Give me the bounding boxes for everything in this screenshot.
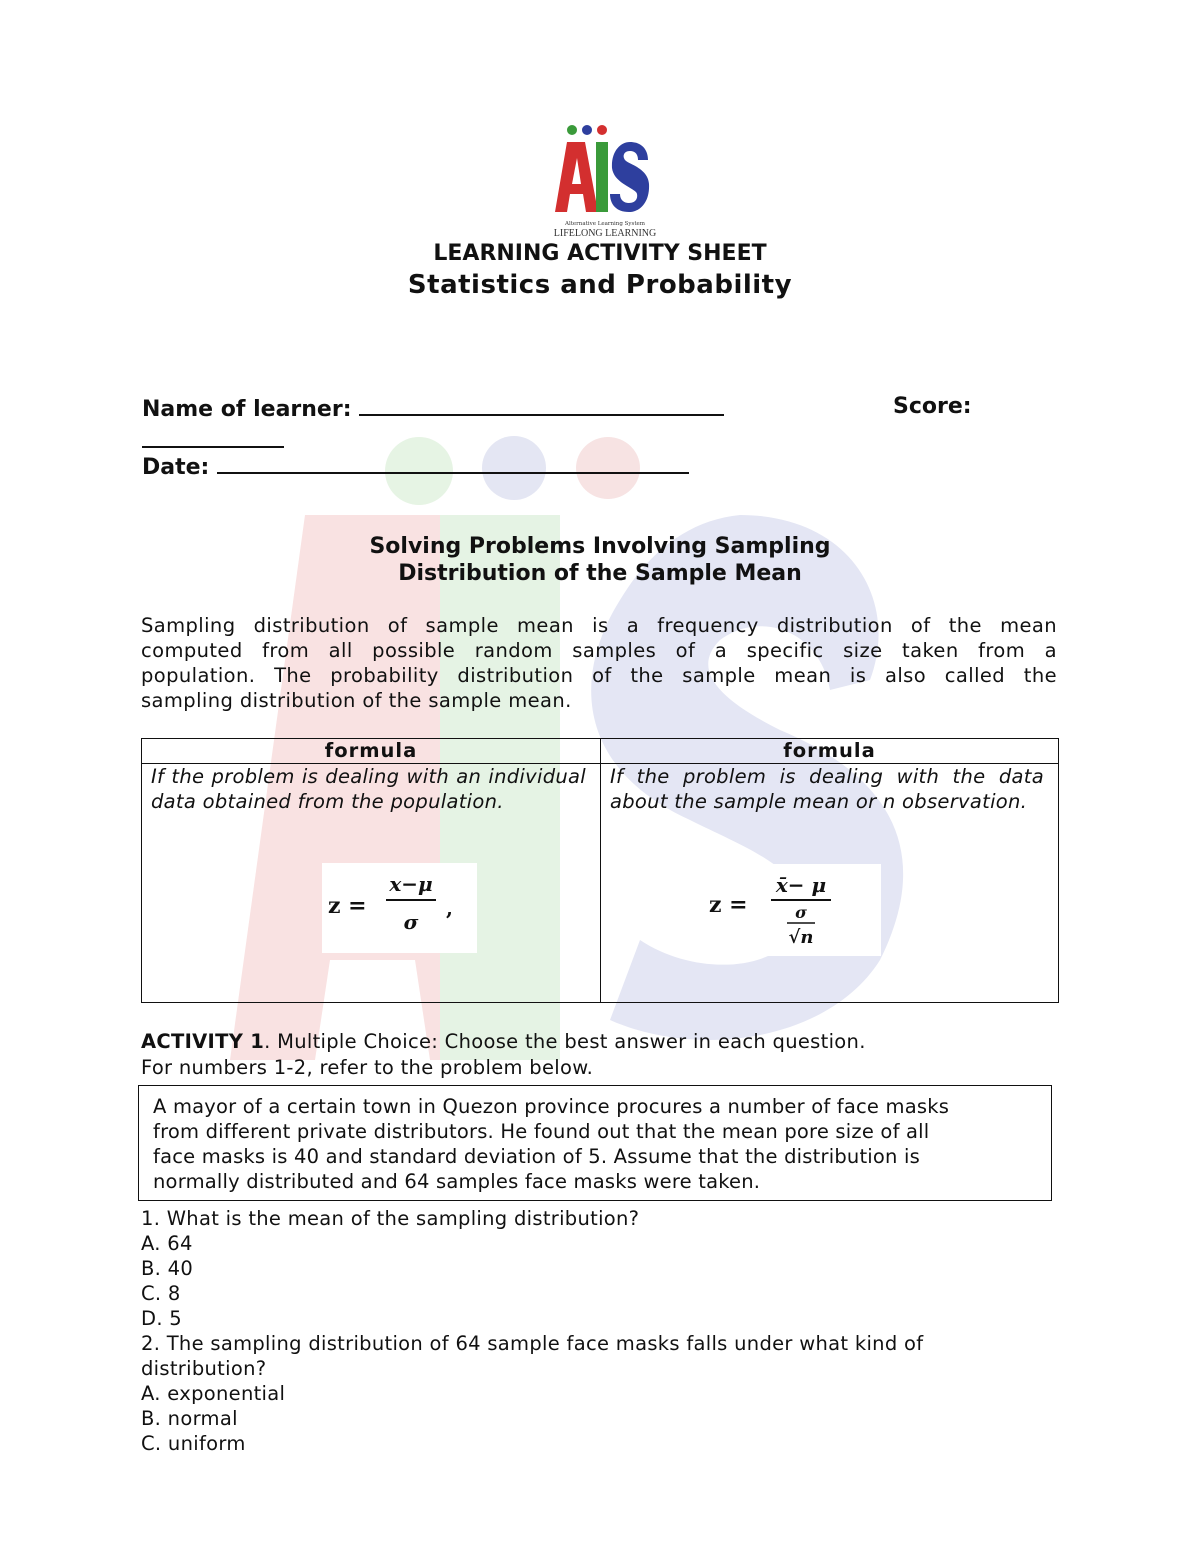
question-2: 2. The sampling distribution of 64 sample face masks falls under what kind of	[141, 1332, 924, 1355]
choice-2c[interactable]: C. uniform	[141, 1432, 246, 1455]
activity-instruction	[141, 1029, 866, 1054]
problem-line: A mayor of a certain town in Quezon province procures a number of face masks	[153, 1095, 950, 1118]
choice-1c[interactable]: C. 8	[141, 1282, 181, 1305]
intro-line: Sampling distribution of sample mean is a frequency distribution of the mean	[141, 614, 1057, 637]
intro-line: computed from all possible random samples of a specific size taken from a	[141, 639, 1057, 662]
problem-box	[138, 1085, 1052, 1201]
formula1-denominator: σ	[403, 910, 419, 934]
subject-title: Statistics and Probability	[407, 270, 793, 300]
formula1-lhs: z =	[328, 893, 367, 919]
formula2-numerator: x̄− μ	[775, 873, 827, 897]
score-blank[interactable]	[142, 446, 284, 448]
col2-header: formula	[601, 739, 1059, 764]
formula-table-body-row	[142, 764, 1059, 1003]
date-field	[142, 452, 689, 480]
formula1-comma: ,	[446, 896, 453, 920]
intro-line: population. The probability distribution of the sample mean is also called the	[141, 664, 1057, 687]
formula-individual	[322, 863, 477, 953]
formula-individual-graphic	[322, 863, 477, 953]
question-2-cont: distribution?	[141, 1357, 267, 1380]
formula-sample-mean	[705, 864, 881, 956]
logo-subtitle: LIFELONG LEARNING	[553, 228, 657, 239]
intro-paragraph	[141, 613, 1057, 713]
question-1: 1. What is the mean of the sampling distribution?	[141, 1207, 640, 1230]
als-logo-graphic	[550, 122, 660, 240]
intro-line: sampling distribution of the sample mean.	[141, 689, 572, 712]
activity-instruction-text: . Multiple Choice: Choose the best answer in each question.	[264, 1030, 866, 1053]
activity-label: ACTIVITY 1	[141, 1030, 265, 1053]
formula1-numerator: x−μ	[389, 872, 433, 896]
lesson-heading-line2: Distribution of the Sample Mean	[398, 561, 802, 586]
col2-text: If the problem is dealing with the data about the sample mean or n observation.	[610, 765, 1044, 813]
choice-1b[interactable]: B. 40	[141, 1257, 194, 1280]
logo-tagline: Alternative Learning System	[564, 221, 646, 227]
choice-2b[interactable]: B. normal	[141, 1407, 238, 1430]
formula2-den-bottom: √n	[788, 927, 814, 948]
formula2-lhs: z =	[709, 892, 748, 918]
problem-line: from different private distributors. He found out that the mean pore size of all	[153, 1120, 930, 1143]
als-logo	[550, 122, 660, 240]
name-field	[142, 394, 724, 422]
date-label: Date:	[142, 455, 210, 480]
question-list	[141, 1206, 1041, 1456]
name-label: Name of learner:	[142, 397, 352, 422]
problem-line: normally distributed and 64 samples face masks were taken.	[153, 1170, 761, 1193]
col1-text: If the problem is dealing with an individual data obtained from the population.	[151, 765, 586, 813]
problem-line: face masks is 40 and standard deviation of 5. Assume that the distribution is	[153, 1145, 920, 1168]
score-label: Score:	[893, 394, 972, 419]
col1-header: formula	[142, 739, 601, 764]
choice-2a[interactable]: A. exponential	[141, 1382, 286, 1405]
formula-table-header-row	[142, 739, 1059, 764]
formula2-den-top: σ	[795, 903, 807, 922]
choice-1a[interactable]: A. 64	[141, 1232, 193, 1255]
formula-table	[141, 738, 1059, 1003]
date-blank[interactable]	[217, 452, 689, 474]
name-blank[interactable]	[359, 394, 724, 416]
page-title: LEARNING ACTIVITY SHEET	[433, 241, 767, 266]
lesson-heading-line1: Solving Problems Involving Sampling	[369, 534, 831, 559]
formula-sample-mean-graphic	[705, 864, 881, 956]
activity-reference: For numbers 1-2, refer to the problem below.	[141, 1056, 594, 1079]
choice-1d[interactable]: D. 5	[141, 1307, 183, 1330]
